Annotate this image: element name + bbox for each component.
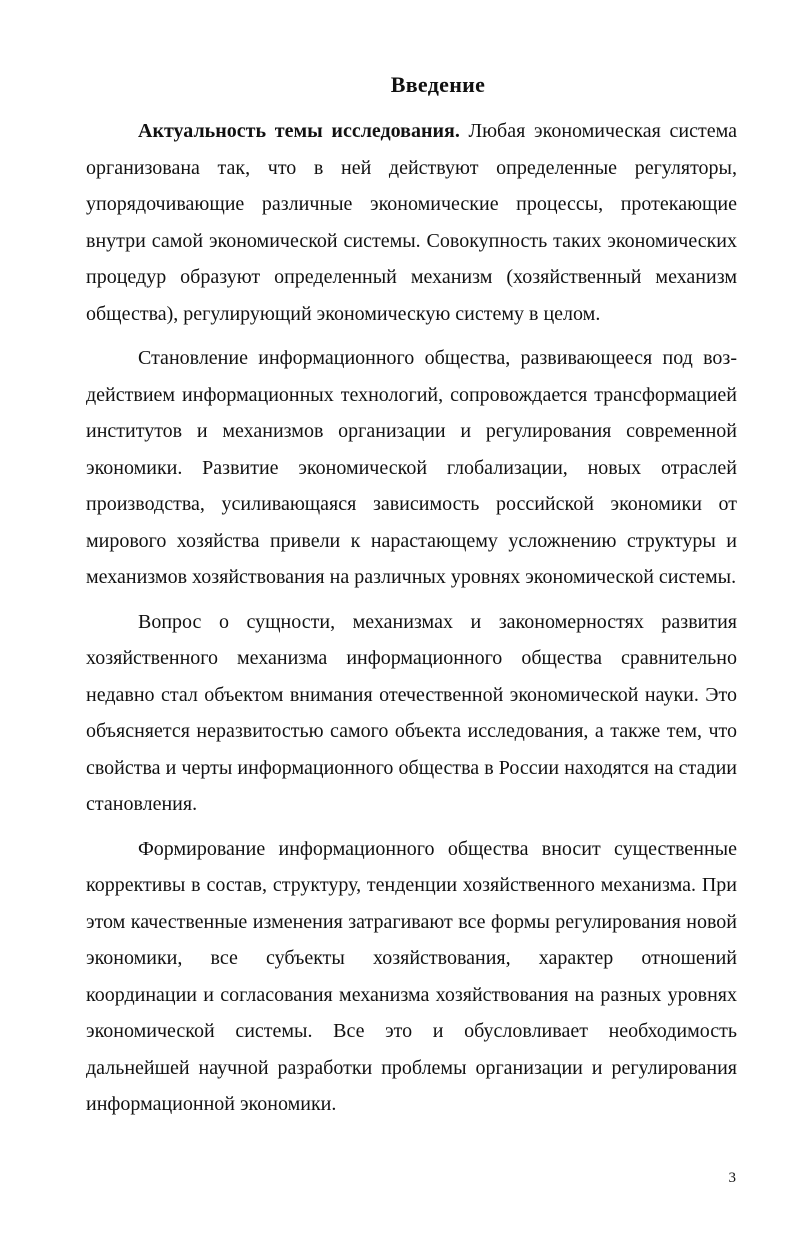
- paragraph-information-society: Становление информационного общества, развивающееся под воздействием информационных технологий, сопровождается трансформацией институтов и механизмов организации и регулирования современной экономики. Развитие экономической глобализации, новых отраслей производства, усиливающаяся зависимость российской экономики от мирового хозяйства привели к нарастающему усложнению структуры и механизмов хозяйствования на различных уровнях экономической системы.: [86, 347, 737, 588]
- page-number: 3: [728, 1170, 736, 1186]
- paragraph-formation: Формирование информационного общества вносит существенные коррективы в состав, структуру, тенденции хозяйственного механизма. При этом качественные изменения затрагивают все формы регулирования новой экономики, все субъекты хозяйствования, характер отношений координации и согласования механизма хозяйствования на разных уровнях экономической системы. Все это и обусловливает необходимость дальнейшей научной разработки проблемы организации и регулирования информационной экономики.: [86, 837, 737, 1115]
- paragraph-relevance: [86, 113, 737, 332]
- paragraph-economic-mechanism: Вопрос о сущности, механизмах и закономерностях развития хозяйственного механизма информационного общества сравнительно недавно стал объектом внимания отечественной экономической науки. Это объясняется неразвитостью самого объекта исследования, а также тем, что свойства и черты информационного общества в России находятся на стадии становления.: [86, 610, 737, 815]
- paragraph-text: Любая экономическая система организована так, что в ней действуют определенные регуляторы, упорядочивающие различные экономические процессы, протекающие внутри самой экономической системы. Совокупность таких экономических процедур образуют определенный механизм (хозяйственный механизм общества), регулирующий экономическую систему в целом.: [86, 120, 737, 325]
- document-body: [86, 113, 737, 1123]
- page-title: Введение: [390, 72, 486, 97]
- paragraph-lead: Актуальность темы исследования.: [138, 120, 460, 142]
